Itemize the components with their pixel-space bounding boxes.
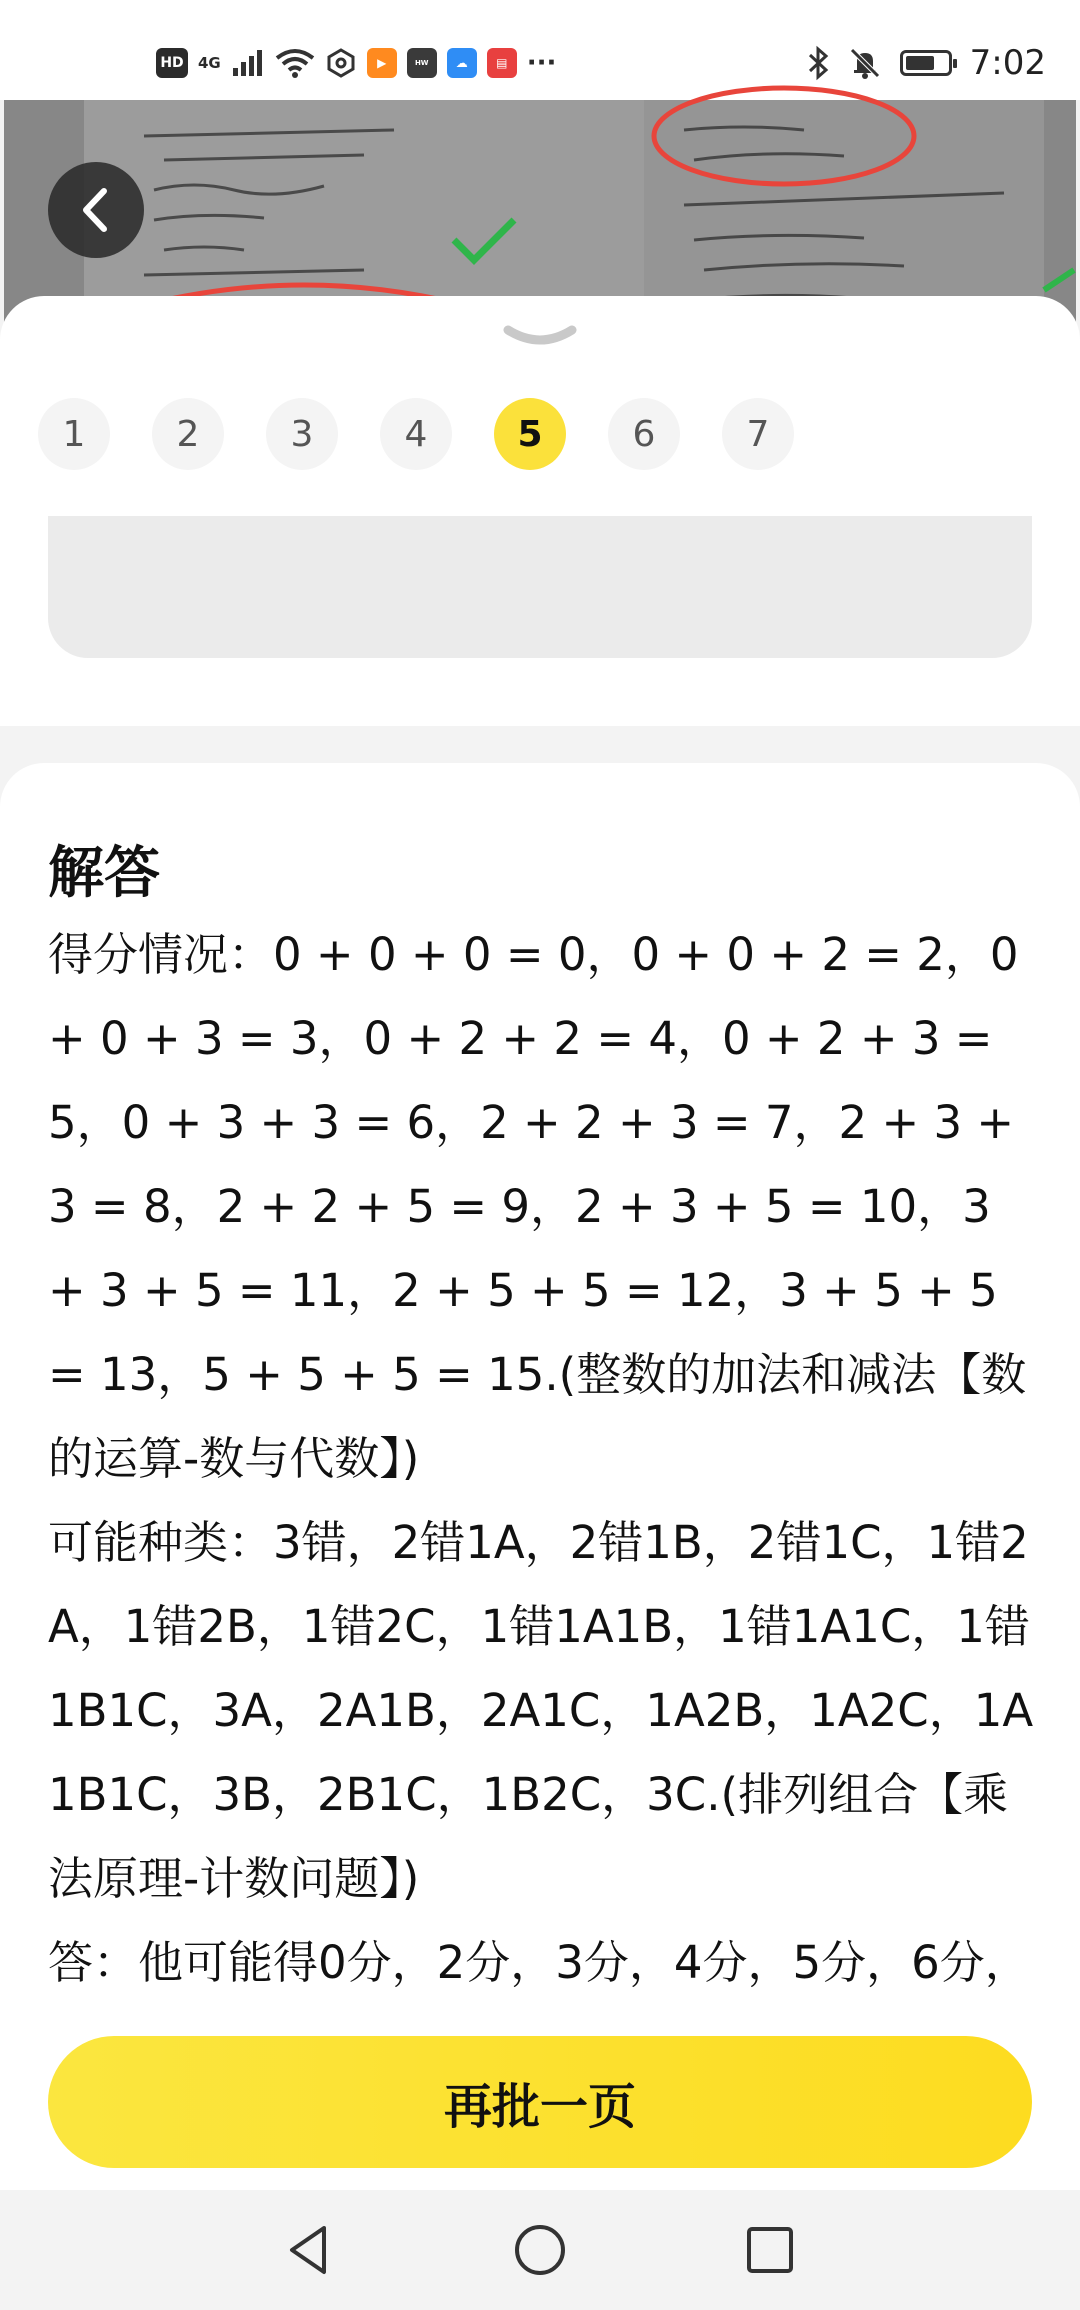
nav-back-icon[interactable] bbox=[280, 2220, 340, 2280]
network-badge: 4G bbox=[198, 54, 221, 72]
answer-title: 解答 bbox=[48, 841, 160, 906]
question-number-7[interactable]: 7 bbox=[722, 398, 794, 470]
settings-icon bbox=[325, 47, 357, 79]
answer-card bbox=[0, 763, 1080, 2013]
status-left bbox=[156, 38, 556, 88]
battery-icon bbox=[900, 50, 952, 76]
mute-bell-icon bbox=[848, 46, 882, 80]
answer-paragraph-score: 得分情况：0 + 0 + 0 = 0，0 + 0 + 2 = 2，0 + 0 + 3 = 3，0 + 2 + 2 = 4，0 + 2 + 3 = 5，0 + 3 + 3 = 6，2 + 2 + 3 = 7，2 + 3 + 3 = 8，2 + 2 + 5 = 9，2 + 3 + 5 = 10，3 + 3 + 5 = 11，2 + 5 + 5 = 12，3 + 5 + 5 = 13，5 + 5 + 5 = 15.(整数的加法和减法【数的运算-数与代数】) bbox=[48, 928, 1027, 1485]
question-number-4[interactable]: 4 bbox=[380, 398, 452, 470]
question-sheet bbox=[0, 296, 1080, 726]
question-number-6[interactable]: 6 bbox=[608, 398, 680, 470]
status-bar bbox=[0, 0, 1080, 100]
question-number-2[interactable]: 2 bbox=[152, 398, 224, 470]
question-number-3[interactable]: 3 bbox=[266, 398, 338, 470]
question-number-1[interactable]: 1 bbox=[38, 398, 110, 470]
answer-paragraph-kinds: 可能种类：3错，2错1A，2错1B，2错1C，1错2A，1错2B，1错2C，1错1A1B，1错1A1C，1错1B1C，3A，2A1B，2A1C，1A2B，1A2C，1A1B1C，3B，2B1C，1B2C，3C.(排列组合【乘法原理-计数问题】) bbox=[48, 1516, 1034, 1905]
question-number-nav bbox=[38, 398, 794, 470]
video-app-icon: ▶ bbox=[367, 48, 397, 78]
nav-home-icon[interactable] bbox=[510, 2220, 570, 2280]
question-number-5[interactable]: 5 bbox=[494, 398, 566, 470]
signal-icon bbox=[231, 48, 265, 78]
wifi-icon bbox=[275, 48, 315, 78]
reader-app-icon: ▤ bbox=[487, 48, 517, 78]
battery-level bbox=[906, 56, 934, 70]
answer-paragraph-conclusion: 答：他可能得0分，2分，3分，4分，5分，6分， bbox=[48, 1936, 1030, 1989]
back-button[interactable] bbox=[48, 162, 144, 258]
bluetooth-icon bbox=[806, 46, 830, 80]
more-notifications: ··· bbox=[526, 48, 557, 78]
weather-app-icon: ☁ bbox=[447, 48, 477, 78]
status-right bbox=[806, 38, 1046, 88]
grade-another-page-button[interactable]: 再批一页 bbox=[48, 2036, 1032, 2168]
huawei-app-icon: HW bbox=[407, 48, 437, 78]
system-nav-bar bbox=[0, 2190, 1080, 2310]
clock: 7:02 bbox=[969, 43, 1046, 83]
collapse-handle-icon[interactable] bbox=[500, 322, 580, 352]
nav-recents-icon[interactable] bbox=[740, 2220, 800, 2280]
hd-badge: HD bbox=[156, 48, 188, 78]
answer-body bbox=[48, 913, 1038, 2089]
question-preview bbox=[48, 516, 1032, 658]
chevron-left-icon bbox=[76, 185, 116, 235]
